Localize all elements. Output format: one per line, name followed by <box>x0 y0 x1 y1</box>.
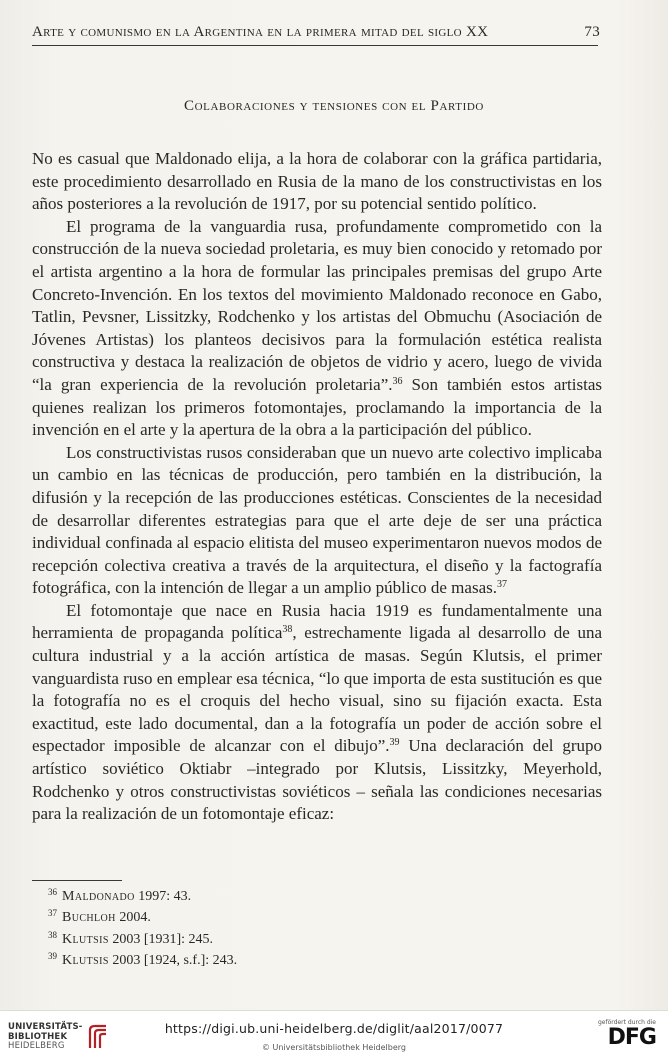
paragraph-text: El fotomontaje que nace en Rusia hacia 1919 es fundamentalmente una herramienta de propaganda política <box>32 600 602 643</box>
footnote-38 <box>48 927 588 948</box>
dfg-logo[interactable] <box>598 1019 656 1049</box>
footnote-ref-37[interactable]: 37 <box>496 579 507 591</box>
paragraph-text: No es casual que Maldonado elija, a la hora de colaborar con la gráfica partidaria, este procedimiento desarrollado en Rusia de la mano de los constructivistas en los años posteriores a la revolución de 1917, por su potencial sentido político. <box>32 149 602 214</box>
paragraph-3 <box>32 442 602 600</box>
paragraph-2 <box>32 216 602 442</box>
body-text <box>32 148 602 826</box>
footnote-37 <box>48 905 588 926</box>
footnote-ref-39[interactable]: 39 <box>389 737 400 749</box>
copyright-notice: © Universitätsbibliothek Heidelberg <box>261 1043 406 1052</box>
running-head <box>32 24 600 41</box>
footnote-39 <box>48 948 588 969</box>
paragraph-text: , estrechamente ligada al desarrollo de una cultura industrial y a la acción artística de masas. Según Klutsis, el primer vanguardista ruso en emplear esa técnica, “lo que importa de esta sustitución es que la fotografía no es el croquis del hecho visual, sino su fijación exacta. Esta exactitud, este lado documental, dan a la fotografía un poder de acción sobre el espectador imposible de alcanzar con el dibujo”. <box>32 623 603 756</box>
footnote-ref: 2004. <box>115 910 151 926</box>
footnote-ref: 1997: 43. <box>134 889 192 904</box>
paragraph-text: El programa de la vanguardia rusa, profundamente comprometido con la construcción de la nueva sociedad proletaria, es muy bien conocido y retomado por el artista argentino a la hora de formular las principales premisas del grupo Arte Concreto-Invención. En los textos del movimiento Maldonado reconoce en Gabo, Tatlin, Pevsner, Lissitzky, Rodchenko y los artistas del Obmuchu (Asociación de Jóvenes Artistas) los planteos decisivos para la formulación estética realista constructiva y destaca la realización de objetos de vidrio y acero, luego de vivida “la gran experiencia de la revolución proletaria”. <box>32 216 602 394</box>
header-rule <box>32 45 598 46</box>
footnote-rule <box>32 880 122 881</box>
paragraph-4 <box>32 600 602 826</box>
footnote-author: Buchloh <box>62 910 116 926</box>
footnote-number: 37 <box>48 908 57 919</box>
footnote-author: Klutsis <box>62 953 109 969</box>
dfg-caption: gefördert durch die <box>598 1019 656 1026</box>
footnote-36 <box>48 884 588 905</box>
paragraph-text: Los constructivistas rusos consideraban que un nuevo arte colectivo implicaba un cambio en las técnicas de producción, pero también en la distribución, la difusión y la recepción de las producciones estéticas. Conscientes de la necesidad de desarrollar diferentes estrategias para que el arte deje de ser una práctica individual confinada al espacio elitista del museo experimentaron nuevos modos de recepción colectiva creativa a través de la arquitectura, el diseño y la factografía fotográfica, con la intención de llegar a un amplio público de masas. <box>32 442 602 598</box>
footnote-author: Maldonado <box>62 889 135 904</box>
footnote-ref-38[interactable]: 38 <box>282 624 293 636</box>
paragraph-text: Son también estos artistas quienes realizan los primeros fotomontajes, proclamando la importancia de la invención en el arte y la apertura de la obra a la participación del público. <box>32 374 602 440</box>
logo-line: UNIVERSITÄTS- <box>8 1022 83 1032</box>
dfg-wordmark: DFG <box>607 1025 656 1050</box>
page-number: 73 <box>584 24 600 40</box>
footnotes <box>48 884 588 970</box>
footnote-ref: 2003 [1924, s.f.]: 243. <box>108 953 238 969</box>
footnote-ref: 2003 [1931]: 245. <box>108 931 214 947</box>
footnote-author: Klutsis <box>62 931 109 947</box>
footnote-number: 36 <box>48 887 57 897</box>
paragraph-text: Una declaración del grupo artístico soviético Oktiabr –integrado por Klutsis, Lissitzky, Meyerhold, Rodchenko y otros constructivistas soviéticos – señala las condiciones necesarias para la realización de un fotomontaje eficaz: <box>32 736 602 824</box>
section-heading: Colaboraciones y tensiones con el Partido <box>184 98 484 114</box>
footnote-number: 39 <box>48 951 57 962</box>
logo-line: BIBLIOTHEK <box>8 1031 68 1042</box>
footnote-number: 38 <box>48 929 57 940</box>
permalink-url[interactable]: https://digi.ub.uni-heidelberg.de/diglit/aal2017/0077 <box>164 1021 504 1036</box>
logo-line: HEIDELBERG <box>8 1041 65 1051</box>
running-head-title: Arte y comunismo en la Argentina en la primera mitad del siglo XX <box>32 24 489 40</box>
viewer-footer <box>0 1010 668 1060</box>
paragraph-1 <box>32 148 602 216</box>
footnote-ref-36[interactable]: 36 <box>392 375 403 387</box>
